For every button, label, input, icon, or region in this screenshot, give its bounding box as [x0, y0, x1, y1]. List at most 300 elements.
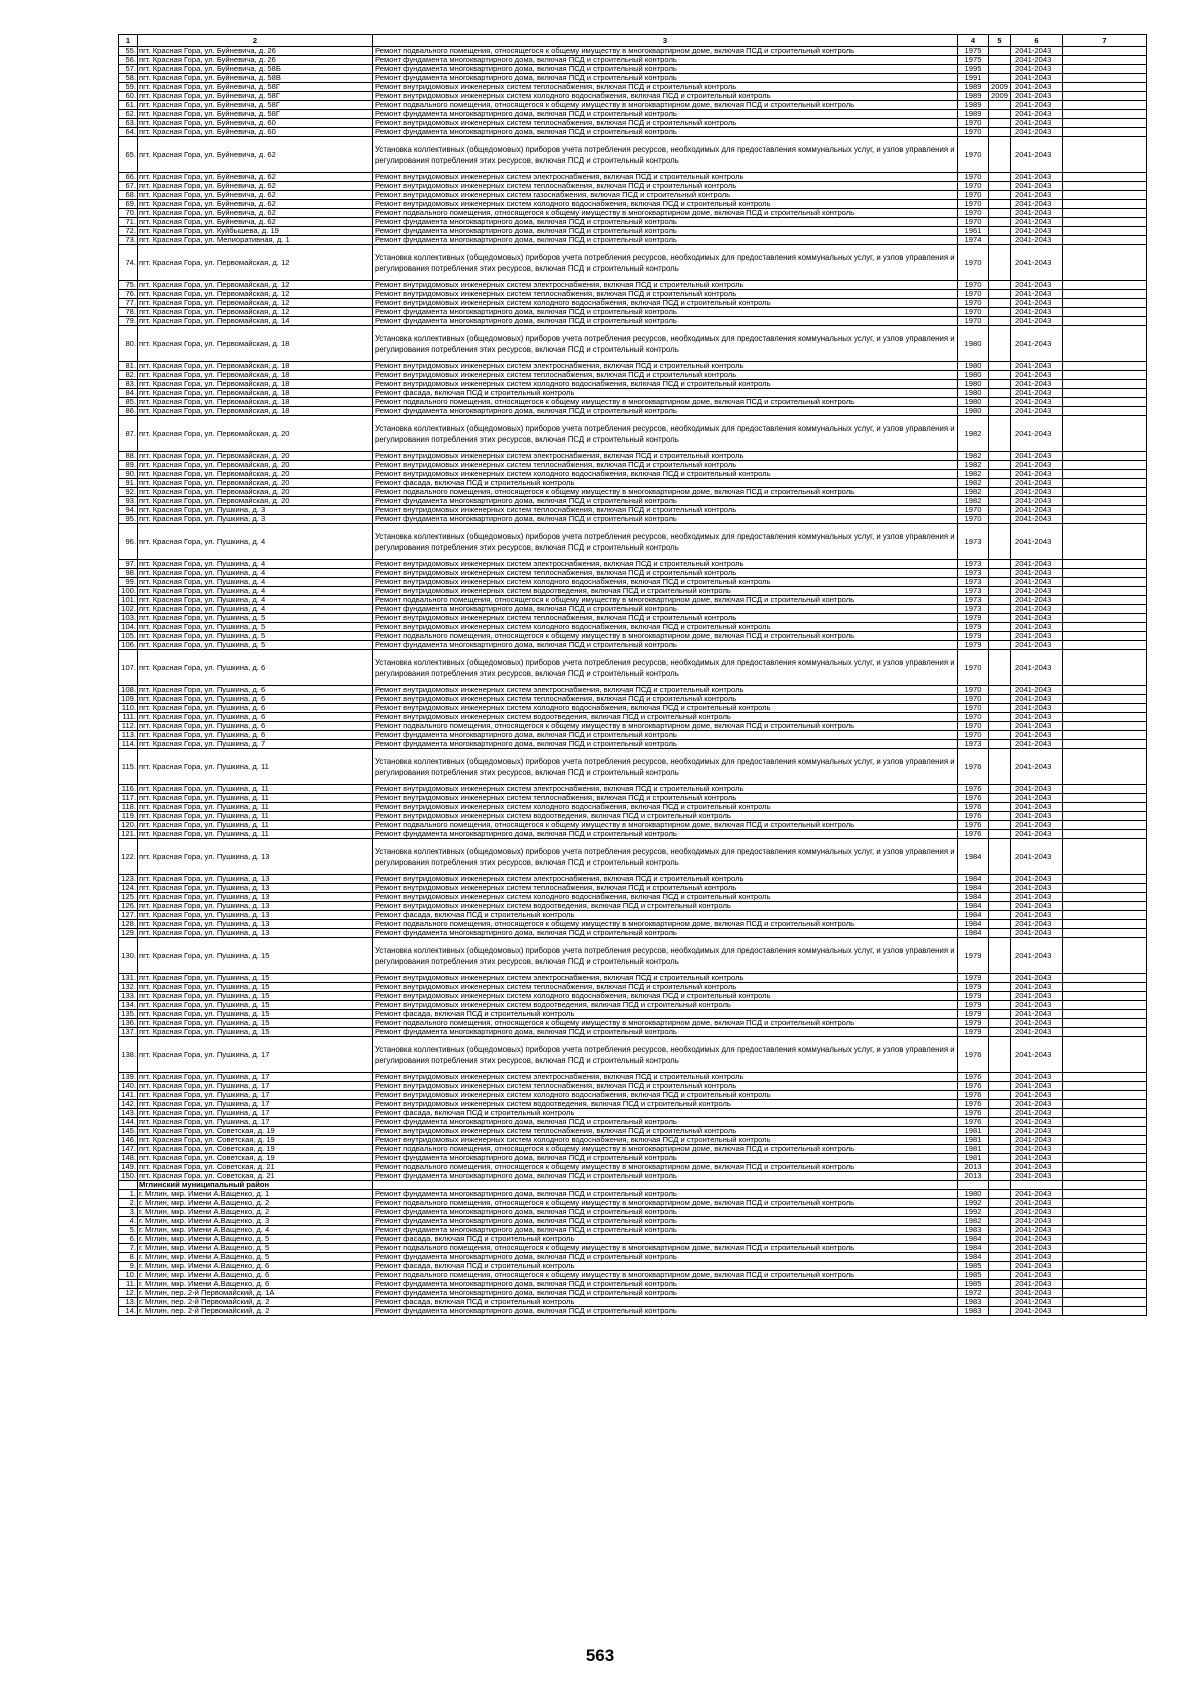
year-secondary-cell: [989, 245, 1011, 281]
work-type-cell: Ремонт внутридомовых инженерных систем теплоснабжения, включая ПСД и строительный контроль: [373, 182, 958, 191]
row-number: 70.: [119, 209, 138, 218]
empty-cell: [1063, 650, 1147, 686]
year-secondary-cell: [989, 308, 1011, 317]
period-cell: 2041-2043: [1011, 911, 1063, 920]
year-cell: 1979: [958, 1019, 989, 1028]
table-row: [119, 929, 1147, 938]
work-type-cell: Ремонт внутридомовых инженерных систем водоотведения, включая ПСД и строительный контроль: [373, 713, 958, 722]
work-type-cell: Установка коллективных (общедомовых) приборов учета потребления ресурсов, необходимых для предоставления коммунальных услуг, и узлов управления и регулирования потребления этих ресурсов, включая ПСД и строительный контроль: [373, 137, 958, 173]
period-cell: 2041-2043: [1011, 218, 1063, 227]
year-secondary-cell: [989, 398, 1011, 407]
year-secondary-cell: [989, 569, 1011, 578]
address-cell: пгт. Красная Гора, ул. Первомайская, д. 18: [138, 389, 373, 398]
address-cell: пгт. Красная Гора, ул. Пушкина, д. 11: [138, 794, 373, 803]
period-cell: 2041-2043: [1011, 902, 1063, 911]
table-row: [119, 299, 1147, 308]
year-secondary-cell: [989, 1235, 1011, 1244]
empty-cell: [1063, 1145, 1147, 1154]
year-secondary-cell: [989, 1028, 1011, 1037]
empty-cell: [1063, 794, 1147, 803]
year-secondary-cell: [989, 695, 1011, 704]
year-cell: 1970: [958, 182, 989, 191]
table-row: [119, 488, 1147, 497]
year-cell: 1970: [958, 119, 989, 128]
work-type-cell: Ремонт фундамента многоквартирного дома, включая ПСД и строительный контроль: [373, 128, 958, 137]
period-cell: 2041-2043: [1011, 929, 1063, 938]
empty-cell: [1063, 614, 1147, 623]
address-cell: пгт. Красная Гора, ул. Пушкина, д. 15: [138, 974, 373, 983]
work-type-cell: Ремонт внутридомовых инженерных систем холодного водоснабжения, включая ПСД и строительный контроль: [373, 623, 958, 632]
address-cell: пгт. Красная Гора, ул. Пушкина, д. 17: [138, 1118, 373, 1127]
year-secondary-cell: [989, 470, 1011, 479]
address-cell: пгт. Красная Гора, ул. Пушкина, д. 15: [138, 1028, 373, 1037]
address-cell: пгт. Красная Гора, ул. Пушкина, д. 17: [138, 1100, 373, 1109]
year-cell: 1989: [958, 83, 989, 92]
table-row: [119, 569, 1147, 578]
header-row: [119, 35, 1147, 47]
empty-cell: [1063, 56, 1147, 65]
work-type-cell: Ремонт фундамента многоквартирного дома, включая ПСД и строительный контроль: [373, 497, 958, 506]
row-number: 84.: [119, 389, 138, 398]
empty-cell: [1063, 632, 1147, 641]
year-cell: 1981: [958, 1145, 989, 1154]
year-cell: 1979: [958, 938, 989, 974]
address-cell: пгт. Красная Гора, ул. Пушкина, д. 11: [138, 785, 373, 794]
row-number: 60.: [119, 92, 138, 101]
period-cell: 2041-2043: [1011, 695, 1063, 704]
empty-cell: [1063, 713, 1147, 722]
year-secondary-cell: [989, 326, 1011, 362]
year-cell: 1970: [958, 200, 989, 209]
address-cell: пгт. Красная Гора, ул. Пушкина, д. 4: [138, 596, 373, 605]
address-cell: пгт. Красная Гора, ул. Советская, д. 19: [138, 1145, 373, 1154]
empty-cell: [1063, 119, 1147, 128]
empty-cell: [1063, 920, 1147, 929]
year-cell: 1982: [958, 452, 989, 461]
address-cell: г. Мглин, пер. 2-й Первомайский, д. 2: [138, 1298, 373, 1307]
work-type-cell: Ремонт фундамента многоквартирного дома, включая ПСД и строительный контроль: [373, 1217, 958, 1226]
table-row: [119, 119, 1147, 128]
table-row: [119, 389, 1147, 398]
empty-cell: [1063, 1190, 1147, 1199]
period-cell: 2041-2043: [1011, 398, 1063, 407]
table-row: [119, 704, 1147, 713]
year-secondary-cell: [989, 641, 1011, 650]
row-number: 58.: [119, 74, 138, 83]
empty-cell: [1063, 830, 1147, 839]
period-cell: 2041-2043: [1011, 524, 1063, 560]
address-cell: пгт. Красная Гора, ул. Первомайская, д. 20: [138, 479, 373, 488]
address-cell: пгт. Красная Гора, ул. Первомайская, д. 18: [138, 398, 373, 407]
empty-cell: [1063, 317, 1147, 326]
year-secondary-cell: [989, 1181, 1011, 1190]
period-cell: 2041-2043: [1011, 713, 1063, 722]
row-number: 79.: [119, 317, 138, 326]
table-row: [119, 497, 1147, 506]
year-cell: 1980: [958, 1190, 989, 1199]
period-cell: 2041-2043: [1011, 119, 1063, 128]
year-cell: 1970: [958, 317, 989, 326]
address-cell: пгт. Красная Гора, ул. Первомайская, д. 20: [138, 488, 373, 497]
work-type-cell: Ремонт внутридомовых инженерных систем водоотведения, включая ПСД и строительный контроль: [373, 1100, 958, 1109]
table-row: [119, 1073, 1147, 1082]
work-type-cell: Ремонт фундамента многоквартирного дома, включая ПСД и строительный контроль: [373, 641, 958, 650]
row-number: 74.: [119, 245, 138, 281]
empty-cell: [1063, 470, 1147, 479]
document-page: [118, 34, 1146, 1316]
address-cell: пгт. Красная Гора, ул. Пушкина, д. 13: [138, 911, 373, 920]
work-type-cell: Установка коллективных (общедомовых) приборов учета потребления ресурсов, необходимых для предоставления коммунальных услуг, и узлов управления и регулирования потребления этих ресурсов, включая ПСД и строительный контроль: [373, 416, 958, 452]
empty-cell: [1063, 182, 1147, 191]
period-cell: 2041-2043: [1011, 614, 1063, 623]
address-cell: пгт. Красная Гора, ул. Первомайская, д. 12: [138, 299, 373, 308]
year-secondary-cell: [989, 713, 1011, 722]
row-number: 106.: [119, 641, 138, 650]
work-type-cell: Ремонт внутридомовых инженерных систем теплоснабжения, включая ПСД и строительный контроль: [373, 119, 958, 128]
year-cell: 1979: [958, 641, 989, 650]
year-secondary-cell: [989, 650, 1011, 686]
address-cell: пгт. Красная Гора, ул. Пушкина, д. 15: [138, 992, 373, 1001]
address-cell: пгт. Красная Гора, ул. Пушкина, д. 13: [138, 839, 373, 875]
empty-cell: [1063, 785, 1147, 794]
row-number: 97.: [119, 560, 138, 569]
table-row: [119, 1172, 1147, 1181]
row-number: 109.: [119, 695, 138, 704]
row-number: 144.: [119, 1118, 138, 1127]
period-cell: 2041-2043: [1011, 209, 1063, 218]
empty-cell: [1063, 461, 1147, 470]
work-type-cell: Ремонт внутридомовых инженерных систем водоотведения, включая ПСД и строительный контроль: [373, 1001, 958, 1010]
empty-cell: [1063, 623, 1147, 632]
empty-cell: [1063, 479, 1147, 488]
row-number: 128.: [119, 920, 138, 929]
year-cell: 1984: [958, 1244, 989, 1253]
empty-cell: [1063, 137, 1147, 173]
work-type-cell: Ремонт внутридомовых инженерных систем холодного водоснабжения, включая ПСД и строительный контроль: [373, 803, 958, 812]
table-row: [119, 227, 1147, 236]
year-secondary-cell: [989, 1271, 1011, 1280]
year-cell: 1976: [958, 749, 989, 785]
year-secondary-cell: [989, 731, 1011, 740]
year-cell: 1981: [958, 1127, 989, 1136]
year-secondary-cell: [989, 902, 1011, 911]
work-type-cell: Ремонт внутридомовых инженерных систем электроснабжения, включая ПСД и строительный контроль: [373, 785, 958, 794]
year-secondary-cell: [989, 1091, 1011, 1100]
year-secondary-cell: [989, 290, 1011, 299]
year-secondary-cell: [989, 749, 1011, 785]
row-number: 111.: [119, 713, 138, 722]
year-secondary-cell: [989, 704, 1011, 713]
empty-cell: [1063, 821, 1147, 830]
period-cell: 2041-2043: [1011, 641, 1063, 650]
year-secondary-cell: [989, 929, 1011, 938]
table-row: [119, 740, 1147, 749]
empty-cell: [1063, 641, 1147, 650]
empty-cell: [1063, 875, 1147, 884]
year-cell: 1970: [958, 731, 989, 740]
period-cell: 2041-2043: [1011, 578, 1063, 587]
year-cell: 1976: [958, 785, 989, 794]
row-number: 117.: [119, 794, 138, 803]
year-cell: 1979: [958, 632, 989, 641]
empty-cell: [1063, 1298, 1147, 1307]
period-cell: 2041-2043: [1011, 65, 1063, 74]
period-cell: 2041-2043: [1011, 200, 1063, 209]
address-cell: пгт. Красная Гора, ул. Буйневича, д. 62: [138, 173, 373, 182]
table-row: [119, 326, 1147, 362]
year-secondary-cell: [989, 281, 1011, 290]
address-cell: пгт. Красная Гора, ул. Пушкина, д. 6: [138, 650, 373, 686]
repair-schedule-table: [118, 34, 1147, 1316]
period-cell: 2041-2043: [1011, 479, 1063, 488]
period-cell: 2041-2043: [1011, 515, 1063, 524]
period-cell: 2041-2043: [1011, 1028, 1063, 1037]
work-type-cell: Ремонт внутридомовых инженерных систем теплоснабжения, включая ПСД и строительный контроль: [373, 695, 958, 704]
row-number: 8.: [119, 1253, 138, 1262]
year-cell: 1980: [958, 362, 989, 371]
work-type-cell: Ремонт внутридомовых инженерных систем холодного водоснабжения, включая ПСД и строительный контроль: [373, 992, 958, 1001]
work-type-cell: Установка коллективных (общедомовых) приборов учета потребления ресурсов, необходимых для предоставления коммунальных услуг, и узлов управления и регулирования потребления этих ресурсов, включая ПСД и строительный контроль: [373, 1037, 958, 1073]
row-number: 138.: [119, 1037, 138, 1073]
period-cell: 2041-2043: [1011, 1145, 1063, 1154]
row-number: 135.: [119, 1010, 138, 1019]
work-type-cell: Ремонт внутридомовых инженерных систем электроснабжения, включая ПСД и строительный контроль: [373, 281, 958, 290]
address-cell: пгт. Красная Гора, ул. Буйневича, д. 26: [138, 47, 373, 56]
work-type-cell: Ремонт подвального помещения, относящегося к общему имуществу в многоквартирном доме, включая ПСД и строительный контроль: [373, 1145, 958, 1154]
period-cell: 2041-2043: [1011, 1235, 1063, 1244]
work-type-cell: Ремонт фундамента многоквартирного дома, включая ПСД и строительный контроль: [373, 1190, 958, 1199]
work-type-cell: Установка коллективных (общедомовых) приборов учета потребления ресурсов, необходимых для предоставления коммунальных услуг, и узлов управления и регулирования потребления этих ресурсов, включая ПСД и строительный контроль: [373, 839, 958, 875]
period-cell: 2041-2043: [1011, 74, 1063, 83]
address-cell: пгт. Красная Гора, ул. Пушкина, д. 17: [138, 1091, 373, 1100]
row-number: 143.: [119, 1109, 138, 1118]
work-type-cell: Ремонт внутридомовых инженерных систем теплоснабжения, включая ПСД и строительный контроль: [373, 461, 958, 470]
table-row: [119, 1253, 1147, 1262]
row-number: 86.: [119, 407, 138, 416]
year-cell: 1970: [958, 173, 989, 182]
year-cell: 1979: [958, 992, 989, 1001]
year-cell: [958, 1181, 989, 1190]
work-type-cell: Ремонт фундамента многоквартирного дома, включая ПСД и строительный контроль: [373, 218, 958, 227]
address-cell: пгт. Красная Гора, ул. Первомайская, д. 18: [138, 371, 373, 380]
empty-cell: [1063, 227, 1147, 236]
work-type-cell: Ремонт фундамента многоквартирного дома, включая ПСД и строительный контроль: [373, 236, 958, 245]
period-cell: 2041-2043: [1011, 308, 1063, 317]
table-row: [119, 1109, 1147, 1118]
row-number: 140.: [119, 1082, 138, 1091]
period-cell: 2041-2043: [1011, 704, 1063, 713]
address-cell: г. Мглин, мкр. Имени А.Ващенко, д. 3: [138, 1217, 373, 1226]
row-number: 3.: [119, 1208, 138, 1217]
district-row: [119, 1181, 1147, 1190]
table-row: [119, 938, 1147, 974]
work-type-cell: Ремонт фундамента многоквартирного дома, включая ПСД и строительный контроль: [373, 1226, 958, 1235]
address-cell: пгт. Красная Гора, ул. Первомайская, д. 18: [138, 362, 373, 371]
empty-cell: [1063, 1010, 1147, 1019]
year-secondary-cell: [989, 56, 1011, 65]
table-row: [119, 398, 1147, 407]
year-cell: 1976: [958, 794, 989, 803]
year-secondary-cell: [989, 839, 1011, 875]
row-number: 88.: [119, 452, 138, 461]
year-cell: 1984: [958, 893, 989, 902]
table-row: [119, 1019, 1147, 1028]
row-number: 147.: [119, 1145, 138, 1154]
empty-cell: [1063, 407, 1147, 416]
address-cell: пгт. Красная Гора, ул. Первомайская, д. 18: [138, 326, 373, 362]
table-row: [119, 875, 1147, 884]
year-secondary-cell: [989, 137, 1011, 173]
row-number: 113.: [119, 731, 138, 740]
period-cell: 2041-2043: [1011, 596, 1063, 605]
table-row: [119, 524, 1147, 560]
work-type-cell: Ремонт подвального помещения, относящегося к общему имуществу в многоквартирном доме, включая ПСД и строительный контроль: [373, 920, 958, 929]
work-type-cell: Ремонт подвального помещения, относящегося к общему имуществу в многоквартирном доме, включая ПСД и строительный контроль: [373, 398, 958, 407]
year-secondary-cell: [989, 407, 1011, 416]
row-number: 127.: [119, 911, 138, 920]
empty-cell: [1063, 1181, 1147, 1190]
work-type-cell: Ремонт внутридомовых инженерных систем электроснабжения, включая ПСД и строительный контроль: [373, 1073, 958, 1082]
empty-cell: [1063, 722, 1147, 731]
row-number: 61.: [119, 101, 138, 110]
year-cell: 1979: [958, 974, 989, 983]
period-cell: 2041-2043: [1011, 470, 1063, 479]
address-cell: пгт. Красная Гора, ул. Пушкина, д. 11: [138, 812, 373, 821]
row-number: 131.: [119, 974, 138, 983]
row-number: 105.: [119, 632, 138, 641]
period-cell: 2041-2043: [1011, 1298, 1063, 1307]
year-secondary-cell: [989, 524, 1011, 560]
empty-cell: [1063, 929, 1147, 938]
empty-cell: [1063, 839, 1147, 875]
empty-cell: [1063, 884, 1147, 893]
empty-cell: [1063, 605, 1147, 614]
period-cell: 2041-2043: [1011, 1244, 1063, 1253]
year-secondary-cell: [989, 875, 1011, 884]
empty-cell: [1063, 389, 1147, 398]
period-cell: 2041-2043: [1011, 749, 1063, 785]
year-secondary-cell: [989, 974, 1011, 983]
empty-cell: [1063, 902, 1147, 911]
empty-cell: [1063, 1028, 1147, 1037]
year-cell: 1976: [958, 1082, 989, 1091]
empty-cell: [1063, 1136, 1147, 1145]
address-cell: г. Мглин, мкр. Имени А.Ващенко, д. 1: [138, 1190, 373, 1199]
address-cell: пгт. Красная Гора, ул. Буйневича, д. 62: [138, 209, 373, 218]
row-number: 122.: [119, 839, 138, 875]
year-cell: 1989: [958, 92, 989, 101]
period-cell: 2041-2043: [1011, 1208, 1063, 1217]
address-cell: пгт. Красная Гора, ул. Первомайская, д. 20: [138, 470, 373, 479]
work-type-cell: Ремонт фундамента многоквартирного дома, включая ПСД и строительный контроль: [373, 1172, 958, 1181]
period-cell: 2041-2043: [1011, 974, 1063, 983]
work-type-cell: Ремонт фундамента многоквартирного дома, включая ПСД и строительный контроль: [373, 65, 958, 74]
row-number: 94.: [119, 506, 138, 515]
work-type-cell: Ремонт фасада, включая ПСД и строительный контроль: [373, 911, 958, 920]
year-secondary-cell: [989, 479, 1011, 488]
year-secondary-cell: [989, 884, 1011, 893]
work-type-cell: Ремонт подвального помещения, относящегося к общему имуществу в многоквартирном доме, включая ПСД и строительный контроль: [373, 1271, 958, 1280]
address-cell: пгт. Красная Гора, ул. Буйневича, д. 58Б: [138, 65, 373, 74]
table-row: [119, 839, 1147, 875]
work-type-cell: Ремонт внутридомовых инженерных систем теплоснабжения, включая ПСД и строительный контроль: [373, 1082, 958, 1091]
empty-cell: [1063, 974, 1147, 983]
year-secondary-cell: [989, 1145, 1011, 1154]
empty-cell: [1063, 1244, 1147, 1253]
period-cell: 2041-2043: [1011, 722, 1063, 731]
address-cell: пгт. Красная Гора, ул. Пушкина, д. 15: [138, 1010, 373, 1019]
table-row: [119, 1271, 1147, 1280]
row-number: 66.: [119, 173, 138, 182]
year-secondary-cell: [989, 1289, 1011, 1298]
empty-cell: [1063, 326, 1147, 362]
empty-cell: [1063, 380, 1147, 389]
address-cell: пгт. Красная Гора, ул. Пушкина, д. 6: [138, 704, 373, 713]
address-cell: пгт. Красная Гора, ул. Буйневича, д. 60: [138, 119, 373, 128]
row-number: 2.: [119, 1199, 138, 1208]
page-number: 563: [585, 1646, 615, 1665]
empty-cell: [1063, 1127, 1147, 1136]
work-type-cell: Ремонт внутридомовых инженерных систем теплоснабжения, включая ПСД и строительный контроль: [373, 884, 958, 893]
period-cell: 2041-2043: [1011, 1109, 1063, 1118]
address-cell: пгт. Красная Гора, ул. Пушкина, д. 11: [138, 830, 373, 839]
row-number: 14.: [119, 1307, 138, 1316]
row-number: 99.: [119, 578, 138, 587]
empty-cell: [1063, 290, 1147, 299]
year-secondary-cell: [989, 1136, 1011, 1145]
row-number: 148.: [119, 1154, 138, 1163]
empty-cell: [1063, 992, 1147, 1001]
period-cell: 2041-2043: [1011, 128, 1063, 137]
work-type-cell: Ремонт подвального помещения, относящегося к общему имуществу в многоквартирном доме, включая ПСД и строительный контроль: [373, 1019, 958, 1028]
year-secondary-cell: [989, 740, 1011, 749]
work-type-cell: Ремонт подвального помещения, относящегося к общему имуществу в многоквартирном доме, включая ПСД и строительный контроль: [373, 47, 958, 56]
work-type-cell: Ремонт фундамента многоквартирного дома, включая ПСД и строительный контроль: [373, 830, 958, 839]
year-cell: 1980: [958, 380, 989, 389]
year-secondary-cell: [989, 1217, 1011, 1226]
row-number: 108.: [119, 686, 138, 695]
year-secondary-cell: [989, 506, 1011, 515]
year-cell: 1980: [958, 389, 989, 398]
table-row: [119, 632, 1147, 641]
row-number: 134.: [119, 1001, 138, 1010]
empty-cell: [1063, 1280, 1147, 1289]
period-cell: 2041-2043: [1011, 1190, 1063, 1199]
address-cell: г. Мглин, мкр. Имени А.Ващенко, д. 4: [138, 1226, 373, 1235]
address-cell: пгт. Красная Гора, ул. Пушкина, д. 3: [138, 506, 373, 515]
period-cell: 2041-2043: [1011, 1100, 1063, 1109]
address-cell: пгт. Красная Гора, ул. Буйневича, д. 58В: [138, 74, 373, 83]
empty-cell: [1063, 506, 1147, 515]
period-cell: 2041-2043: [1011, 587, 1063, 596]
period-cell: [1011, 1181, 1063, 1190]
year-cell: 1989: [958, 110, 989, 119]
work-type-cell: Ремонт фасада, включая ПСД и строительный контроль: [373, 389, 958, 398]
year-secondary-cell: [989, 893, 1011, 902]
work-type-cell: Ремонт внутридомовых инженерных систем электроснабжения, включая ПСД и строительный контроль: [373, 875, 958, 884]
year-secondary-cell: [989, 209, 1011, 218]
address-cell: г. Мглин, пер. 2-й Первомайский, д. 1А: [138, 1289, 373, 1298]
period-cell: 2041-2043: [1011, 137, 1063, 173]
period-cell: 2041-2043: [1011, 245, 1063, 281]
period-cell: 2041-2043: [1011, 794, 1063, 803]
work-type-cell: Ремонт подвального помещения, относящегося к общему имуществу в многоквартирном доме, включая ПСД и строительный контроль: [373, 596, 958, 605]
empty-cell: [1063, 191, 1147, 200]
year-secondary-cell: [989, 1172, 1011, 1181]
table-row: [119, 1037, 1147, 1073]
year-secondary-cell: [989, 227, 1011, 236]
address-cell: пгт. Красная Гора, ул. Буйневича, д. 62: [138, 218, 373, 227]
